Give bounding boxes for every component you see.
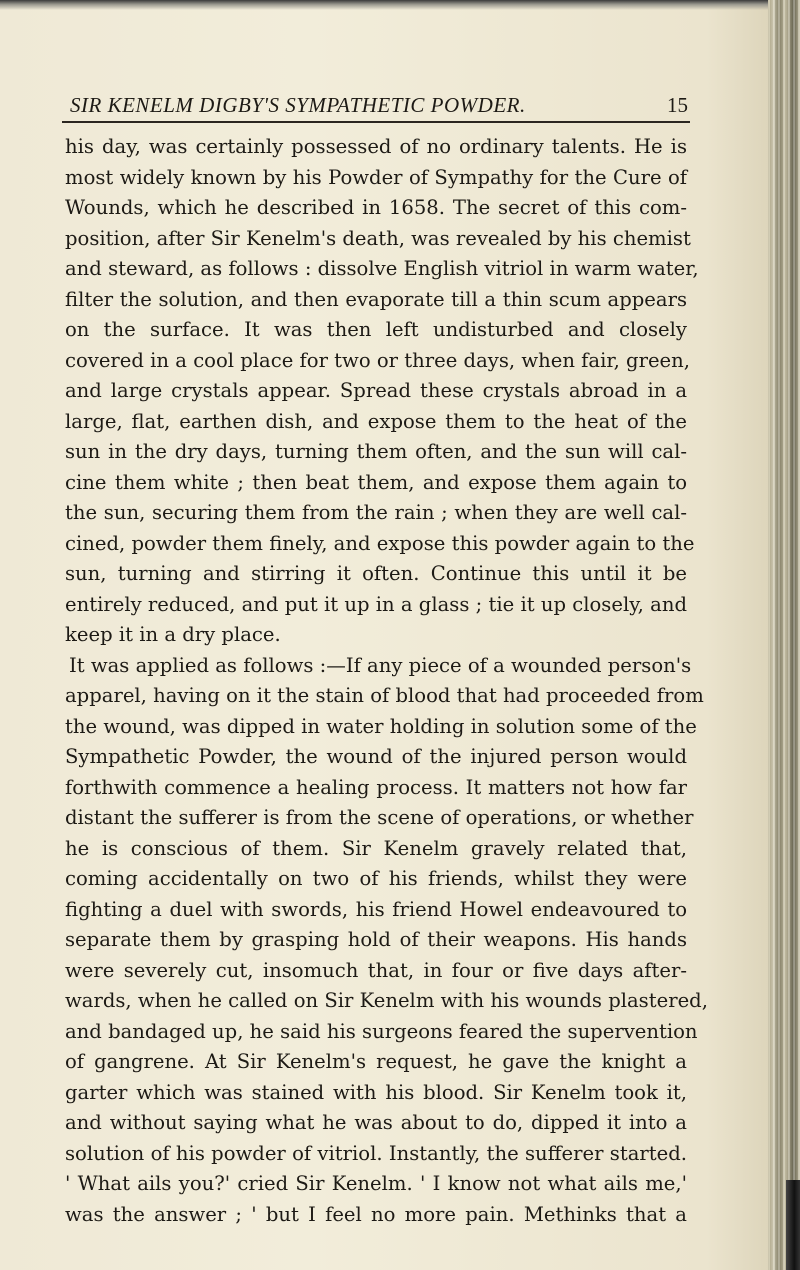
text-line: apparel, having on it the stain of blood that had proceeded from	[65, 684, 704, 707]
text-line: and without saying what he was about to do, dipped it into a	[65, 1111, 687, 1134]
text-line: and large crystals appear. Spread these crystals abroad in a	[65, 379, 687, 402]
text-line: his day, was certainly possessed of no ordinary talents. He is	[65, 135, 687, 158]
text-line: ' What ails you?' cried Sir Kenelm. ' I know not what ails me,'	[65, 1172, 687, 1195]
text-line: of gangrene. At Sir Kenelm's request, he gave the knight a	[65, 1050, 687, 1073]
text-line: garter which was stained with his blood. Sir Kenelm took it,	[65, 1080, 687, 1104]
text-line: entirely reduced, and put it up in a glass ; tie it up closely, and	[65, 592, 687, 616]
text-line: on the surface. It was then left undisturbed and closely	[65, 318, 687, 341]
text-line: was the answer ; ' but I feel no more pain. Methinks that a	[65, 1202, 687, 1226]
text-line: cine them white ; then beat them, and expose them again to	[65, 470, 687, 494]
spine-shadow	[786, 1180, 800, 1270]
text-line: cined, powder them finely, and expose this powder again to the	[65, 531, 695, 555]
text-line: separate them by grasping hold of their weapons. His hands	[65, 928, 687, 951]
text-line: and bandaged up, he said his surgeons feared the supervention	[65, 1019, 698, 1043]
text-line: fighting a duel with swords, his friend Howel endeavoured to	[65, 897, 687, 921]
text-line: solution of his powder of vitriol. Instantly, the sufferer started.	[65, 1141, 687, 1165]
text-line: distant the sufferer is from the scene of operations, or whether	[65, 806, 694, 829]
text-line: coming accidentally on two of his friends, whilst they were	[65, 867, 687, 890]
text-line: Sympathetic Powder, the wound of the injured person would	[65, 745, 687, 768]
book-spine-edge	[768, 0, 800, 1270]
text-line: and steward, as follows : dissolve English vitriol in warm water,	[65, 257, 699, 280]
text-line: sun, turning and stirring it often. Continue this until it be	[65, 562, 687, 585]
text-line: were severely cut, insomuch that, in four or five days after-	[65, 958, 687, 982]
text-line: covered in a cool place for two or three days, when fair, green,	[65, 348, 690, 372]
header-rule	[62, 121, 690, 123]
text-line: wards, when he called on Sir Kenelm with his wounds plastered,	[65, 989, 708, 1012]
text-line: he is conscious of them. Sir Kenelm gravely related that,	[65, 836, 687, 860]
paragraph-start-line: It was applied as follows :—If any piece of a wounded person's	[69, 653, 692, 677]
scan-top-shadow	[0, 0, 768, 10]
text-line: the sun, securing them from the rain ; when they are well cal-	[65, 501, 687, 524]
page-number: 15	[667, 93, 688, 117]
running-head: SIR KENELM DIGBY'S SYMPATHETIC POWDER.	[70, 93, 526, 117]
page-header	[60, 93, 688, 123]
text-line: Wounds, which he described in 1658. The secret of this com-	[65, 196, 687, 219]
text-line: position, after Sir Kenelm's death, was revealed by his chemist	[65, 226, 691, 250]
text-line: most widely known by his Powder of Sympathy for the Cure of	[65, 165, 687, 189]
text-line: sun in the dry days, turning them often, and the sun will cal-	[65, 440, 687, 463]
text-line: forthwith commence a healing process. It matters not how far	[65, 775, 687, 799]
paragraph-end-line: keep it in a dry place.	[65, 623, 281, 646]
text-line: filter the solution, and then evaporate till a thin scum appears	[65, 287, 687, 311]
text-line: the wound, was dipped in water holding in solution some of the	[65, 714, 697, 738]
body-text	[65, 132, 708, 1230]
text-line: large, flat, earthen dish, and expose them to the heat of the	[65, 409, 687, 433]
